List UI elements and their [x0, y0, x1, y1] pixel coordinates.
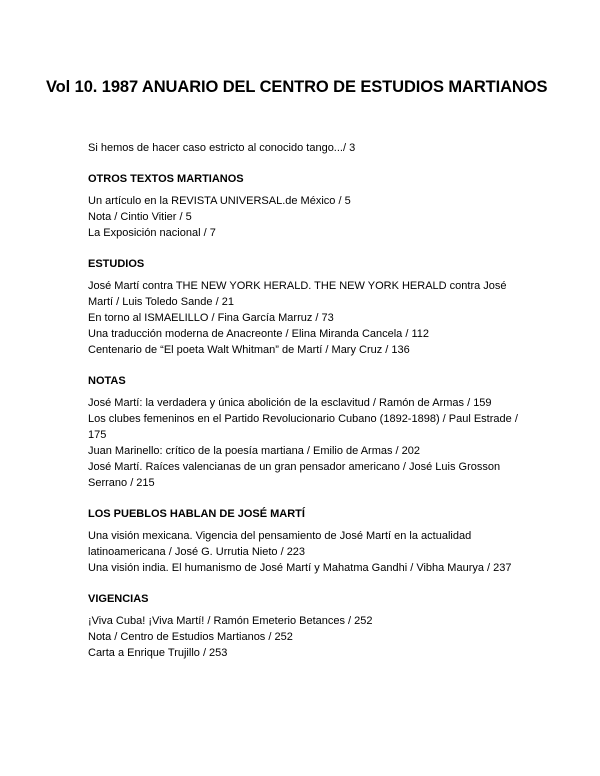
section-los-pueblos-hablan: [88, 506, 528, 576]
intro-entry: Si hemos de hacer caso estricto al conocido tango.../ 3: [88, 142, 356, 154]
section-otros-textos-martianos: [88, 171, 528, 241]
section-notas: [88, 373, 528, 491]
section-heading: LOS PUEBLOS HABLAN DE JOSÉ MARTÍ: [88, 508, 305, 520]
toc-entry: Un artículo en la REVISTA UNIVERSAL.de México / 5: [88, 195, 351, 207]
toc-entry: La Exposición nacional / 7: [88, 227, 216, 239]
entry-list: [88, 613, 528, 661]
toc-entry: José Martí contra THE NEW YORK HERALD. THE NEW YORK HERALD contra José Martí / Luis Toledo Sande / 21: [88, 280, 507, 308]
section-estudios: [88, 256, 528, 358]
toc-entry: Nota / Centro de Estudios Martianos / 252: [88, 631, 293, 643]
section-vigencias: [88, 591, 528, 661]
page-title: Vol 10. 1987 ANUARIO DEL CENTRO DE ESTUDIOS MARTIANOS: [46, 78, 548, 96]
entry-list: [88, 528, 528, 576]
table-of-contents: [88, 140, 528, 676]
entry-list: [88, 395, 528, 491]
toc-entry: Una traducción moderna de Anacreonte / Elina Miranda Cancela / 112: [88, 328, 430, 340]
section-heading: ESTUDIOS: [88, 258, 145, 270]
toc-entry: Una visión india. El humanismo de José Martí y Mahatma Gandhi / Vibha Maurya / 237: [88, 562, 512, 574]
section-heading: OTROS TEXTOS MARTIANOS: [88, 173, 244, 185]
toc-entry: Nota / Cintio Vitier / 5: [88, 211, 192, 223]
toc-entry: En torno al ISMAELILLO / Fina García Marruz / 73: [88, 312, 334, 324]
entry-list: [88, 278, 528, 358]
toc-entry: José Martí: la verdadera y única abolición de la esclavitud / Ramón de Armas / 159: [88, 397, 492, 409]
toc-entry: José Martí. Raíces valencianas de un gran pensador americano / José Luis Grosson Serrano / 215: [88, 461, 501, 489]
toc-entry: Juan Marinello: crítico de la poesía martiana / Emilio de Armas / 202: [88, 445, 420, 457]
toc-entry: Los clubes femeninos en el Partido Revolucionario Cubano (1892-1898) / Paul Estrade / 175: [88, 413, 518, 441]
toc-entry: Centenario de “El poeta Walt Whitman” de Martí / Mary Cruz / 136: [88, 344, 410, 356]
toc-entry: ¡Viva Cuba! ¡Viva Martí! / Ramón Emeterio Betances / 252: [88, 615, 373, 627]
toc-entry: Carta a Enrique Trujillo / 253: [88, 647, 228, 659]
section-heading: VIGENCIAS: [88, 593, 149, 605]
entry-list: [88, 193, 528, 241]
section-heading: NOTAS: [88, 375, 126, 387]
toc-entry: Una visión mexicana. Vigencia del pensamiento de José Martí en la actualidad latinoamericana / José G. Urrutia Nieto / 223: [88, 530, 472, 558]
